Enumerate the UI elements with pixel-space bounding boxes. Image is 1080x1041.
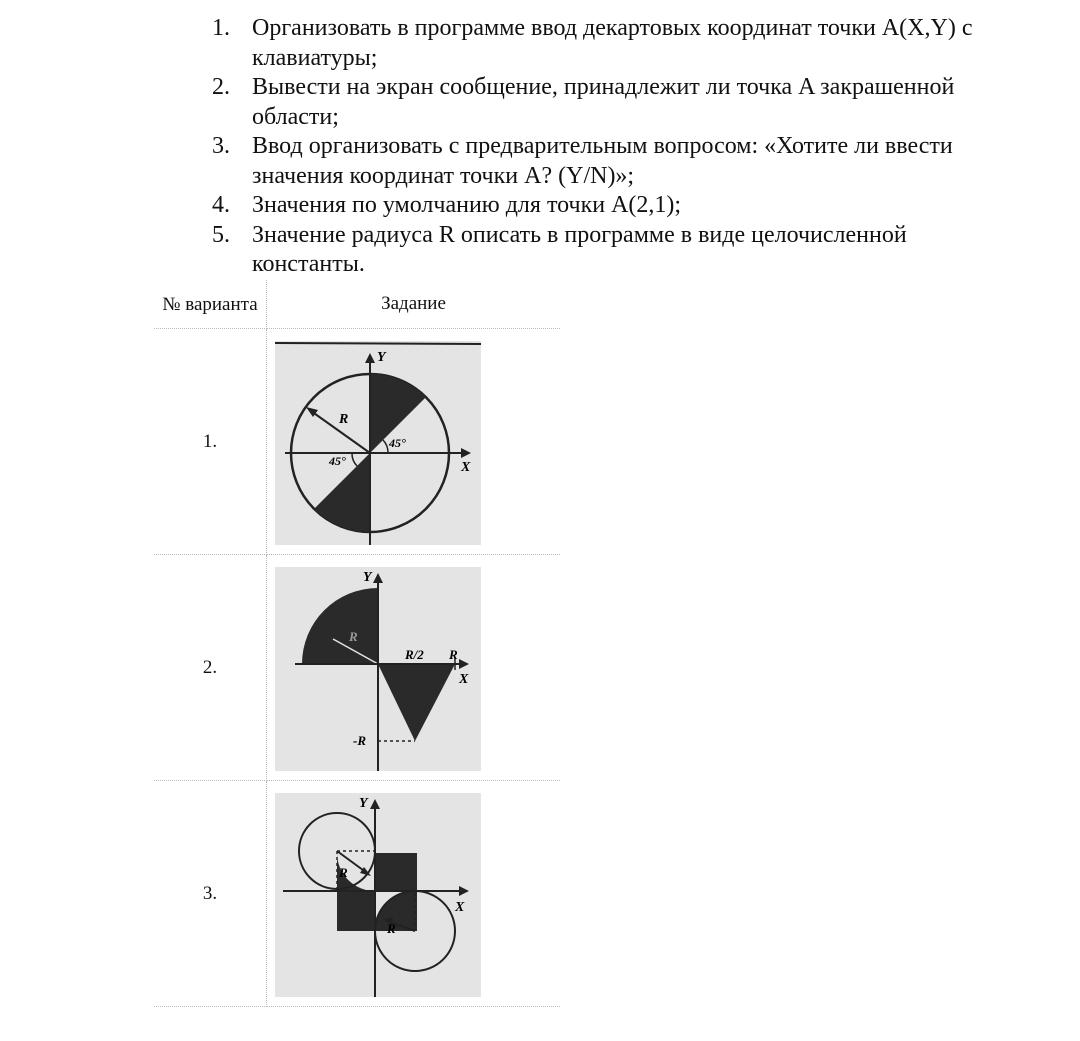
task-item [212,221,1032,280]
table-row [154,555,560,781]
table-header-row [154,280,560,329]
task-text: Вывести на экран сообщение, принадлежит ли точка A закрашенной области; [252,74,955,130]
header-task: Задание [267,280,561,329]
task-number: 3. [212,133,230,159]
variant-number: 2. [154,555,267,781]
x-axis-arrow [459,886,469,896]
upper-radius-label: R [339,865,348,880]
shaded-quarter-circle [302,588,378,664]
variant-number: 1. [154,329,267,555]
variants-table [154,280,560,1007]
y-axis-arrow [373,573,383,583]
neg-radius-label: -R [353,733,366,748]
y-axis-arrow [370,799,380,809]
task-item [212,14,1032,73]
task-item [212,73,1032,132]
variant-1-figure [275,341,481,545]
task-text: Организовать в программе ввод декартовых координат точки A(X,Y) с клавиатуры; [252,15,973,71]
angle-arc-left [352,453,357,466]
task-text: Значение радиуса R описать в программе в виде целочисленной константы. [252,221,907,277]
x-axis-label: X [461,460,471,475]
angle-arc-right [383,440,388,453]
y-axis-label: Y [377,350,386,365]
top-border-line [275,343,481,344]
x-axis-arrow [461,448,471,458]
variant-number: 3. [154,781,267,1007]
y-axis-arrow [365,353,375,363]
angle-label-right: 45° [389,436,406,450]
task-item [212,132,1032,191]
table-row [154,781,560,1007]
lower-radius-label: R [387,921,396,936]
shaded-triangle [378,664,455,741]
x-axis-arrow [459,659,469,669]
y-axis-label: Y [359,796,368,811]
task-number: 5. [212,221,230,248]
table-row [154,329,560,555]
task-text: Значения по умолчанию для точки A(2,1); [252,192,682,218]
variant-2-figure [275,567,481,771]
radius-label: R [349,629,358,644]
task-list [212,14,1032,280]
y-axis-label: Y [363,570,372,585]
header-variant-number: № варианта [154,280,267,329]
angle-label-left: 45° [329,454,346,468]
r-label: R [449,647,458,662]
variant-3-figure [275,793,481,997]
half-radius-label: R/2 [405,647,424,662]
x-axis-label: X [455,900,465,915]
task-item [212,191,1032,221]
x-axis-label: X [459,672,469,687]
task-number: 2. [212,74,230,100]
radius-label: R [339,412,349,427]
task-number: 4. [212,192,230,218]
task-text: Ввод организовать с предварительным вопросом: «Хотите ли ввести значения координат точки A? (Y/N)»; [252,133,953,189]
task-number: 1. [212,15,230,41]
